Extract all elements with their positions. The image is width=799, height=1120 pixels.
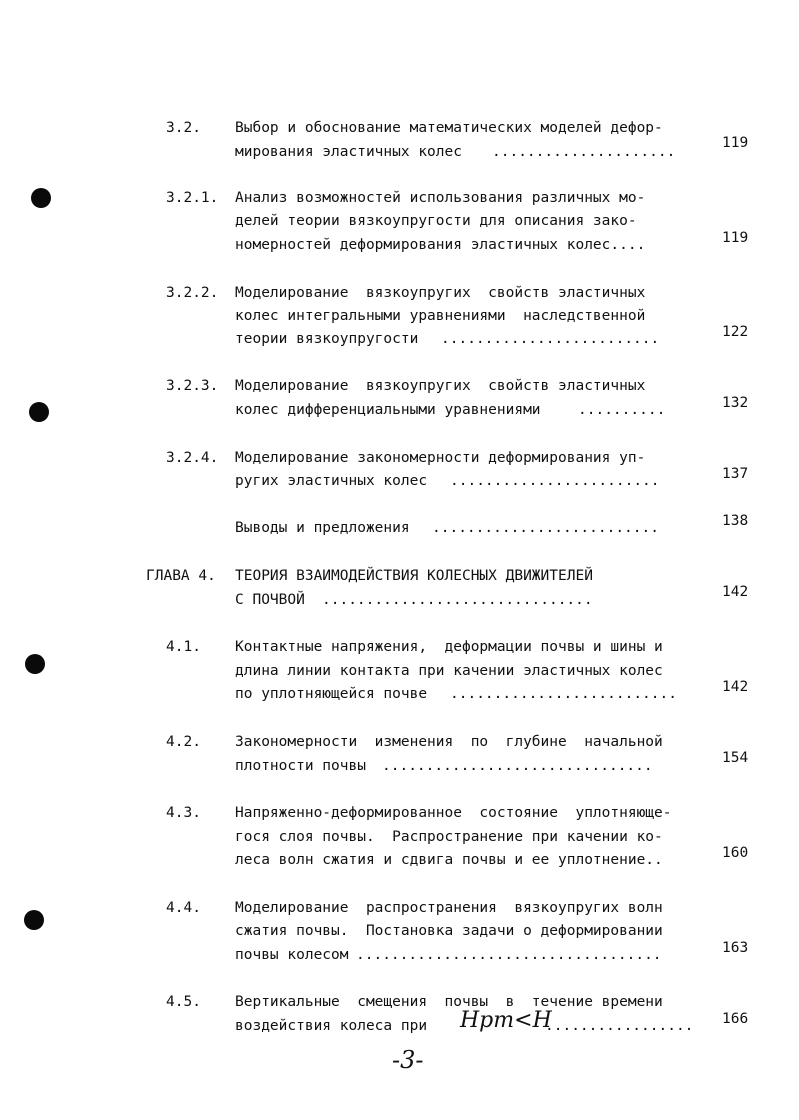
entry-number: 4.5. [166, 994, 201, 1010]
entry-title-line: колес интегральными уравнениями наследственной [235, 308, 646, 324]
entry-title-line: делей теории вязкоупругости для описания зако- [235, 213, 637, 229]
page-ref: 166 [722, 1011, 749, 1027]
entry-number: 4.2. [166, 734, 201, 750]
entry-title-line: ругих эластичных колес [235, 473, 428, 489]
entry-number: 4.3. [166, 805, 201, 821]
page-ref: 119 [722, 230, 749, 246]
dot-leader: ............................... [322, 592, 593, 608]
entry-title-line: С ПОЧВОЙ [235, 592, 305, 608]
dot-leader: ................. [545, 1018, 694, 1034]
entry-number: 3.2.1. [166, 190, 219, 206]
punch-hole [25, 654, 45, 674]
entry-number: 3.2. [166, 120, 201, 136]
page-number: -3- [392, 1046, 424, 1074]
entry-title-line: мирования эластичных колес [235, 144, 462, 160]
entry-title-line: сжатия почвы. Постановка задачи о деформировании [235, 923, 663, 939]
dot-leader: ......................... [441, 331, 660, 347]
entry-title-line: теории вязкоупругости [235, 331, 419, 347]
entry-number: 3.2.2. [166, 285, 219, 301]
punch-hole [29, 402, 49, 422]
entry-title-line: Контактные напряжения, деформации почвы и шины и [235, 639, 663, 655]
entry-title-line: ТЕОРИЯ ВЗАИМОДЕЙСТВИЯ КОЛЕСНЫХ ДВИЖИТЕЛЕЙ [235, 568, 593, 584]
page-ref: 142 [722, 584, 749, 600]
entry-number: 4.1. [166, 639, 201, 655]
dot-leader: ................................... [356, 947, 662, 963]
entry-title-line: Выбор и обоснование математических моделей дефор- [235, 120, 663, 136]
dot-leader: .......................... [432, 520, 659, 536]
entry-number: 3.2.3. [166, 378, 219, 394]
entry-title-line: номерностей деформирования эластичных колес.... [235, 237, 646, 253]
entry-title-line: Напряженно-деформированное состояние уплотняюще- [235, 805, 672, 821]
entry-title-line: Моделирование закономерности деформирования уп- [235, 450, 646, 466]
dot-leader: .......... [578, 402, 666, 418]
entry-title-line: воздействия колеса при [235, 1018, 428, 1034]
page-ref: 137 [722, 466, 749, 482]
entry-title-line: Анализ возможностей использования различных мо- [235, 190, 646, 206]
page-ref: 160 [722, 845, 749, 861]
entry-title-line: плотности почвы [235, 758, 366, 774]
page-ref: 122 [722, 324, 749, 340]
dot-leader: .......................... [450, 686, 677, 702]
page-ref: 119 [722, 135, 749, 151]
entry-title-line: Вертикальные смещения почвы в течение времени [235, 994, 663, 1010]
page-ref: 132 [722, 395, 749, 411]
entry-title-line: по уплотняющейся почве [235, 686, 428, 702]
entry-number: 4.4. [166, 900, 201, 916]
chapter-number: ГЛАВА 4. [146, 568, 216, 584]
entry-title-line: колес дифференциальными уравнениями [235, 402, 541, 418]
entry-title-line: Моделирование распространения вязкоупругих волн [235, 900, 663, 916]
page-ref: 163 [722, 940, 749, 956]
entry-number: 3.2.4. [166, 450, 219, 466]
page-ref: 154 [722, 750, 749, 766]
entry-title-line: Закономерности изменения по глубине начальной [235, 734, 663, 750]
entry-title-line: Моделирование вязкоупругих свойств эластичных [235, 285, 646, 301]
entry-title-line: длина линии контакта при качении эластичных колес [235, 663, 663, 679]
entry-title-line: леса волн сжатия и сдвига почвы и ее уплотнение.. [235, 852, 663, 868]
entry-title-line: Моделирование вязкоупругих свойств эластичных [235, 378, 646, 394]
punch-hole [24, 910, 44, 930]
dot-leader: ..................... [492, 144, 676, 160]
page-ref: 142 [722, 679, 749, 695]
page-ref: 138 [722, 513, 749, 529]
entry-title-line: гося слоя почвы. Распространение при качении ко- [235, 829, 663, 845]
entry-title-line: почвы колесом [235, 947, 349, 963]
dot-leader: ........................ [450, 473, 660, 489]
handwritten-formula: Hрт<H [460, 1008, 552, 1033]
punch-hole [31, 188, 51, 208]
entry-title-line: Выводы и предложения [235, 520, 410, 536]
dot-leader: ............................... [382, 758, 653, 774]
